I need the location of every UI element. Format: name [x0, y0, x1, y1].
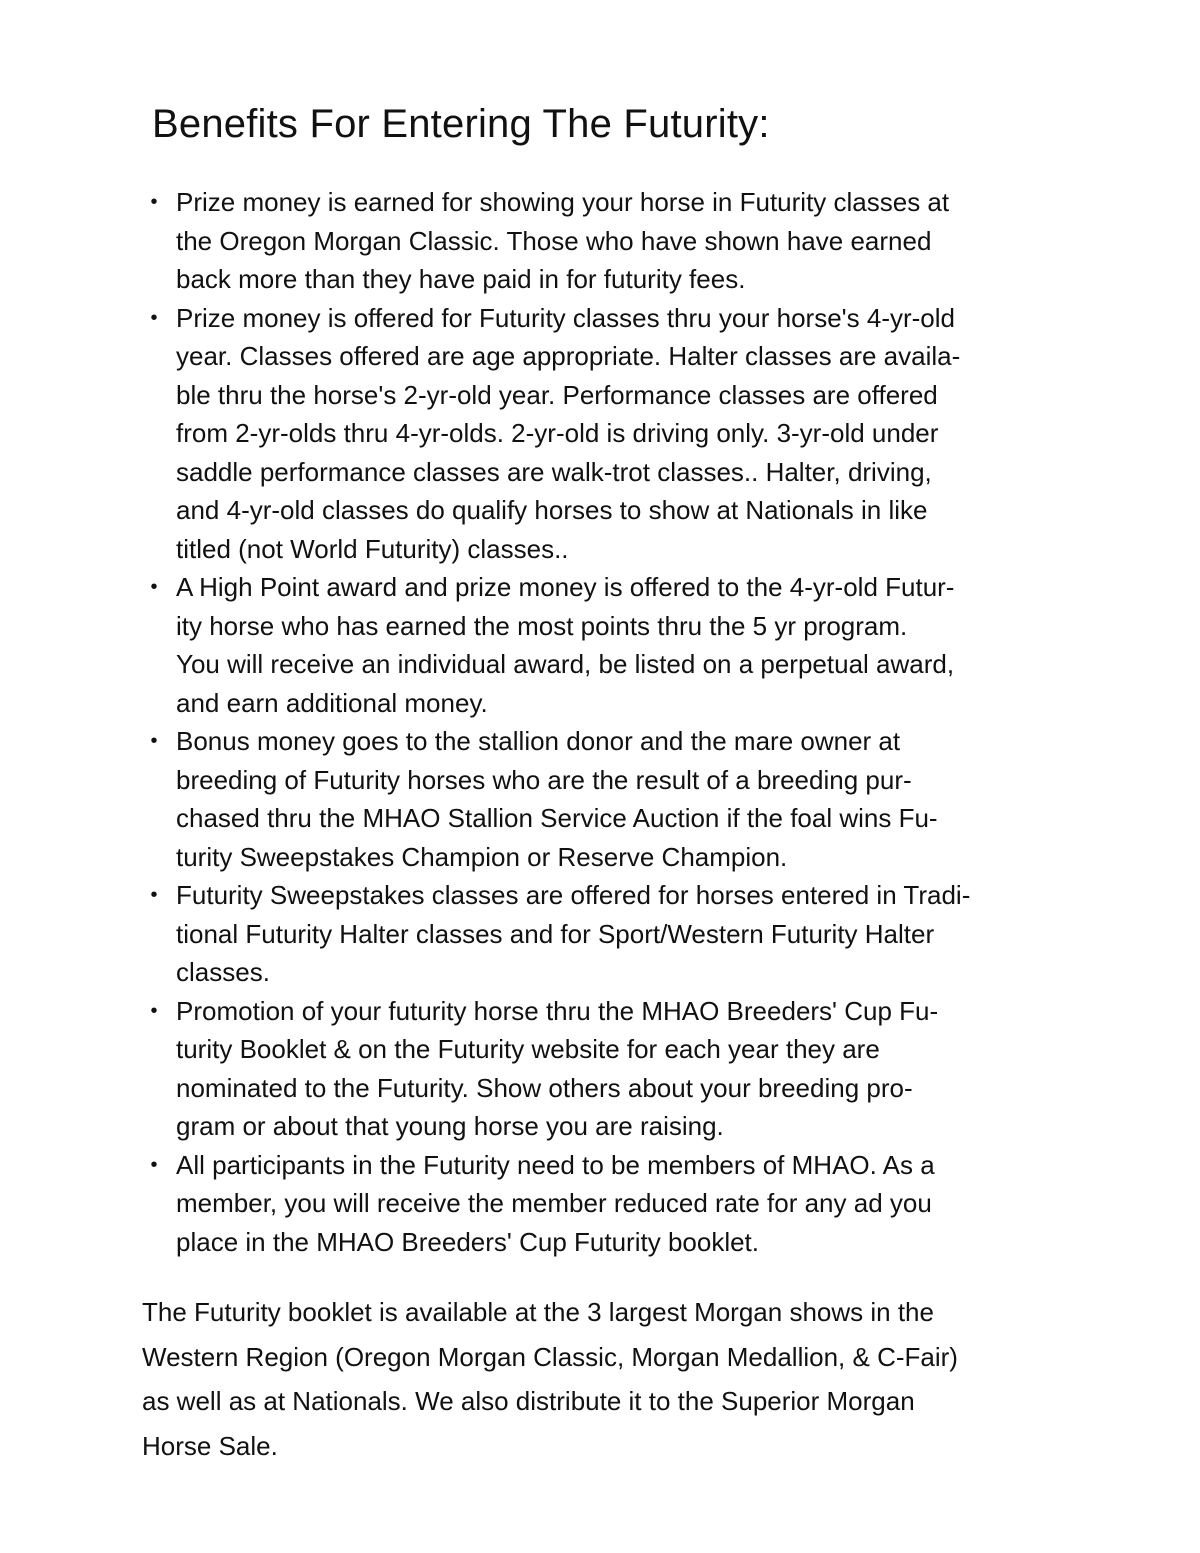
list-item-line: and 4-yr-old classes do qualify horses to show at Nationals in like: [176, 495, 928, 525]
list-item-line: back more than they have paid in for futurity fees.: [176, 264, 746, 294]
closing-line: Western Region (Oregon Morgan Classic, Morgan Medallion, & C-Fair): [142, 1341, 958, 1372]
list-item-line: nominated to the Futurity. Show others about your breeding pro-: [176, 1072, 913, 1103]
list-item: [140, 992, 1040, 1146]
bullet-icon: •: [150, 306, 158, 329]
list-item-line: saddle performance classes are walk-trot classes.. Halter, driving,: [176, 456, 932, 487]
list-item-line: chased thru the MHAO Stallion Service Auction if the foal wins Fu-: [176, 803, 938, 833]
bullet-icon: •: [150, 999, 158, 1022]
bullet-icon: •: [150, 191, 158, 213]
list-item-line: turity Sweepstakes Champion or Reserve Champion.: [176, 841, 788, 872]
list-item: [140, 568, 1040, 722]
bullet-icon: •: [150, 730, 158, 752]
list-item-line: Bonus money goes to the stallion donor and the mare owner at: [176, 726, 901, 756]
list-item-line: Prize money is offered for Futurity classes thru your horse's 4-yr-old: [176, 302, 955, 333]
list-item-line: from 2-yr-olds thru 4-yr-olds. 2-yr-old is driving only. 3-yr-old under: [176, 418, 939, 448]
page-title: Benefits For Entering The Futurity:: [152, 102, 770, 146]
benefits-list: [140, 183, 1040, 1261]
list-item-line: ity horse who has earned the most points thru the 5 yr program.: [176, 610, 908, 641]
list-item-line: All participants in the Futurity need to be members of MHAO. As a: [176, 1149, 935, 1180]
bullet-icon: •: [150, 884, 158, 906]
list-item-line: member, you will receive the member reduced rate for any ad you: [176, 1188, 932, 1218]
closing-paragraph: [142, 1290, 1042, 1468]
bullet-icon: •: [150, 576, 158, 598]
list-item-line: A High Point award and prize money is offered to the 4-yr-old Futur-: [176, 572, 955, 602]
list-item-line: the Oregon Morgan Classic. Those who have shown have earned: [176, 225, 932, 256]
list-item-line: You will receive an individual award, be listed on a perpetual award,: [176, 649, 955, 679]
list-item-line: tional Futurity Halter classes and for Sport/Western Futurity Halter: [176, 918, 935, 949]
list-item: [140, 299, 1040, 569]
list-item: [140, 183, 1040, 299]
list-item-line: titled (not World Futurity) classes..: [176, 533, 569, 564]
closing-line: Horse Sale.: [142, 1430, 278, 1461]
closing-line: as well as at Nationals. We also distribute it to the Superior Morgan: [142, 1386, 915, 1416]
list-item-line: year. Classes offered are age appropriate. Halter classes are availa-: [176, 341, 961, 371]
list-item-line: Promotion of your futurity horse thru the MHAO Breeders' Cup Fu-: [176, 995, 939, 1026]
list-item-line: and earn additional money.: [176, 687, 488, 718]
list-item-line: Prize money is earned for showing your horse in Futurity classes at: [176, 187, 950, 217]
list-item-line: Futurity Sweepstakes classes are offered for horses entered in Tradi-: [176, 880, 971, 910]
bullet-icon: •: [150, 1153, 158, 1176]
list-item-line: gram or about that young horse you are raising.: [176, 1111, 724, 1141]
closing-line: The Futurity booklet is available at the 3 largest Morgan shows in the: [142, 1297, 934, 1327]
list-item-line: turity Booklet & on the Futurity website for each year they are: [176, 1034, 880, 1064]
list-item: [140, 876, 1040, 992]
list-item: [140, 1146, 1040, 1262]
list-item-line: classes.: [176, 957, 270, 987]
list-item-line: ble thru the horse's 2-yr-old year. Performance classes are offered: [176, 379, 938, 410]
list-item: [140, 722, 1040, 876]
list-item-line: breeding of Futurity horses who are the result of a breeding pur-: [176, 764, 912, 795]
list-item-line: place in the MHAO Breeders' Cup Futurity booklet.: [176, 1226, 760, 1257]
